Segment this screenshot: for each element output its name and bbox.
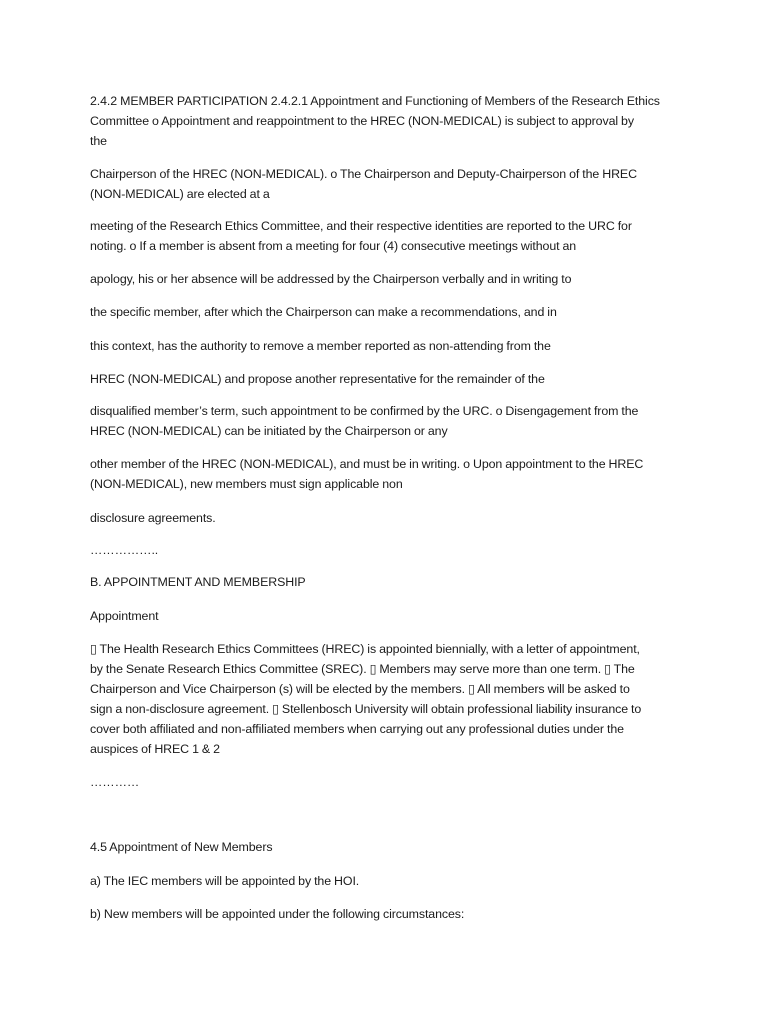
specific-member-paragraph: the specific member, after which the Chairperson can make a recommendations, and in [90, 305, 557, 319]
disengagement-paragraph: disqualified member’s term, such appointment to be confirmed by the URC. o Disengagement from the HREC (NON-MEDICAL) can be initiated by the Chairperson or any [90, 404, 639, 438]
replacement-paragraph: HREC (NON-MEDICAL) and propose another representative for the remainder of the [90, 372, 545, 386]
appointment-membership-heading: B. APPOINTMENT AND MEMBERSHIP [90, 575, 306, 589]
disclosure-agreements-paragraph: disclosure agreements. [90, 511, 216, 525]
ellipsis-separator: …………….. [90, 543, 159, 557]
hrec-appointment-paragraph: ▯ The Health Research Ethics Committees (HREC) is appointed biennially, with a letter of appointment, by the Senate Research Ethics Committee (SREC). ▯ Members may serve more than one term. ▯ The Chairperson and Vice Chairperson (s) will be elected by the members. ▯ All members will be asked to sign a non-disclosure agreement. ▯ Stellenbosch University will obtain professional liability insurance to cover both affiliated and non-affiliated members when carrying out any professional duties under the auspices of HREC 1 & 2 [90, 642, 642, 756]
non-disclosure-paragraph: other member of the HREC (NON-MEDICAL), and must be in writing. o Upon appointment to the HREC (NON-MEDICAL), new members must sign applicable non [90, 457, 644, 491]
member-participation-paragraph: 2.4.2 MEMBER PARTICIPATION 2.4.2.1 Appointment and Functioning of Members of the Research Ethics Committee o Appointment and reappointment to the HREC (NON-MEDICAL) is subject to approval by the [90, 94, 660, 148]
appointment-circumstances-item: b) New members will be appointed under the following circumstances: [90, 907, 465, 921]
ellipsis-separator-short: ………… [90, 775, 140, 789]
committee-meeting-paragraph: meeting of the Research Ethics Committee, and their respective identities are reported to the URC for noting. o If a member is absent from a meeting for four (4) consecutive meetings without an [90, 219, 632, 253]
appointment-subheading: Appointment [90, 609, 159, 623]
iec-appointment-item: a) The IEC members will be appointed by the HOI. [90, 874, 360, 888]
absence-apology-paragraph: apology, his or her absence will be addressed by the Chairperson verbally and in writing to [90, 272, 572, 286]
chairperson-election-paragraph: Chairperson of the HREC (NON-MEDICAL). o The Chairperson and Deputy-Chairperson of the HREC (NON-MEDICAL) are elected at a [90, 167, 637, 201]
removal-authority-paragraph: this context, has the authority to remove a member reported as non-attending from the [90, 339, 551, 353]
new-members-heading: 4.5 Appointment of New Members [90, 840, 273, 854]
